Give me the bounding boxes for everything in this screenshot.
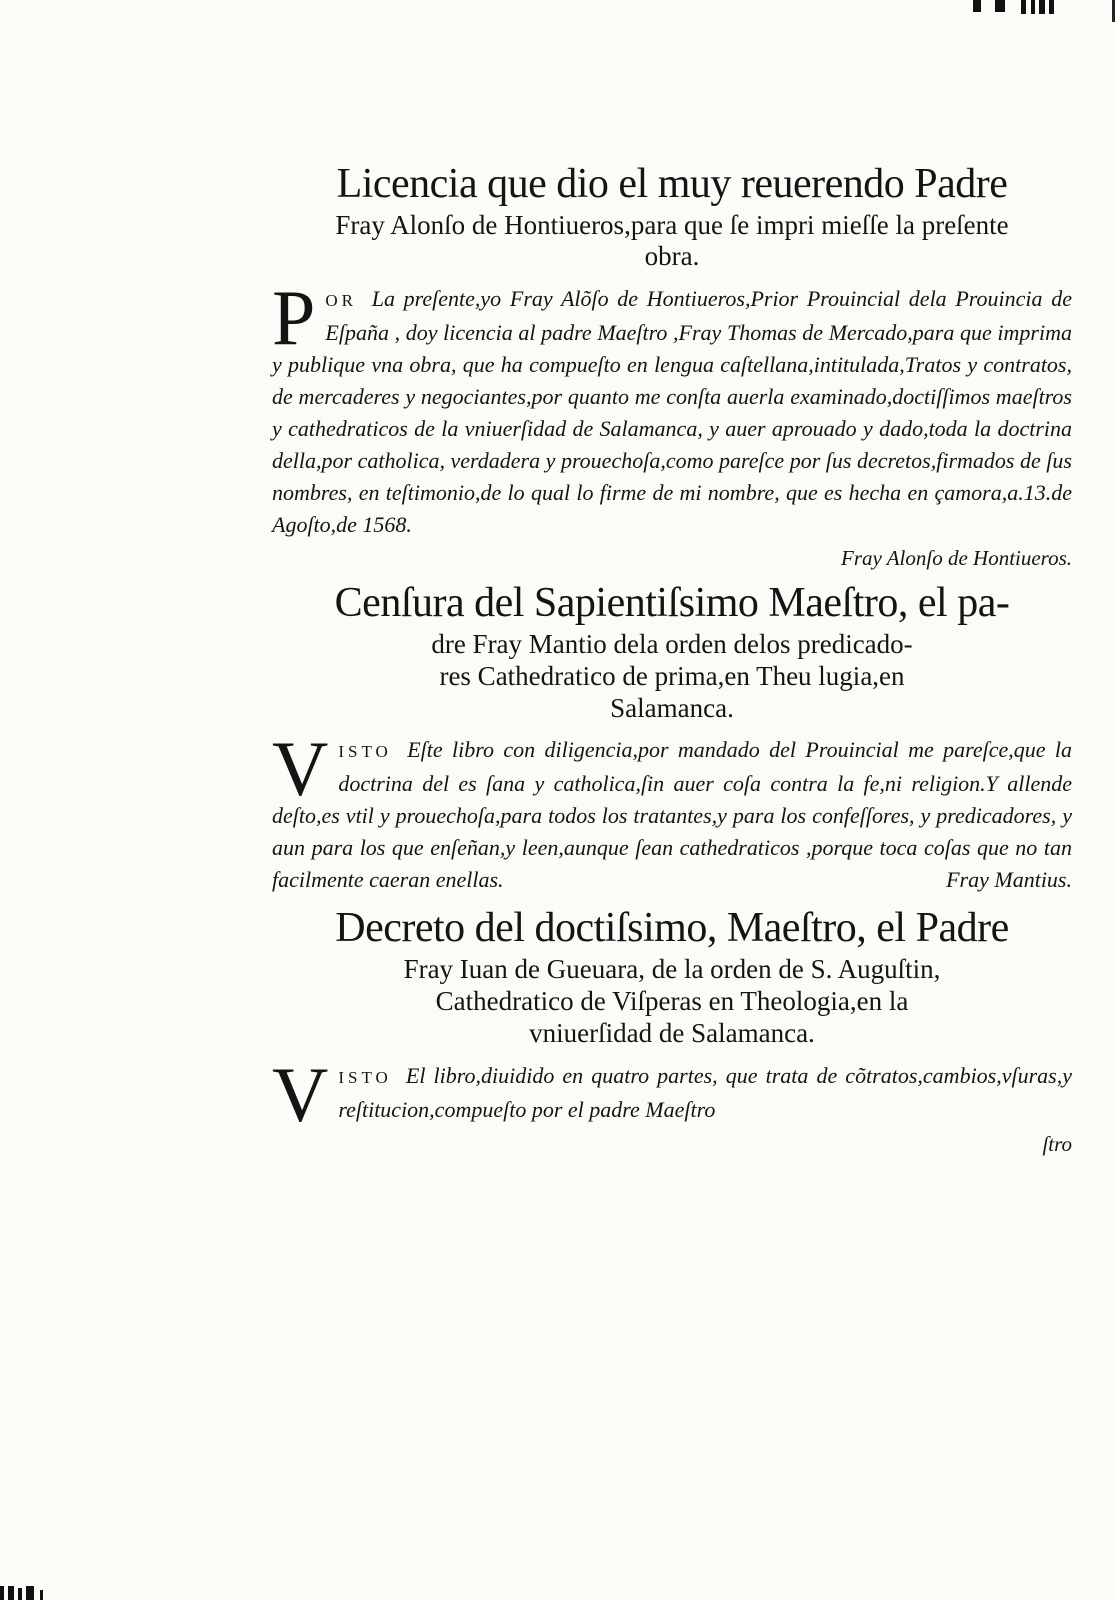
scan-edge-bottom <box>0 1584 1115 1600</box>
license-heading-sub: Fray Alonſo de Hontiueros,para que ſe impri mieſſe la preſente obra. <box>335 209 1009 272</box>
lead-word: ISTO <box>338 742 392 762</box>
dropcap-v: V <box>272 1050 329 1138</box>
license-signature: Fray Alonſo de Hontiueros. <box>841 546 1072 571</box>
document-body <box>272 150 1072 1157</box>
dropcap-p: P <box>272 274 316 362</box>
catchword: ſtro <box>1042 1131 1072 1156</box>
license-text <box>272 274 1073 541</box>
decree-heading-main: Decreto del doctiſsimo, Maeſtro, el Padre <box>335 905 1009 952</box>
license-body: La preſente,yo Fray Alõſo de Hontiueros,Prior Prouincial dela Prouincia de Eſpaña , doy licencia al padre Maeſtro ,Fray Thomas de Mercado,para que imprima y publique vna obra, que ha compueſto en lengua caſtellana,intitulada,Tratos y contratos, de mercaderes y negociantes,por quanto me conſta auerla examinado,doctiſſimos maeſtros y cathedraticos de la vniuerſidad de Salamanca, y auer aprouado y dado,toda la doctrina della,por catholica, verdadera y prouechoſa,como pareſce por ſus decretos,firmados de ſus nombres, en teſtimonio,de lo qual lo firme de mi nombre, que es hecha en çamora,a.13.de Agoſto,de 1568. <box>272 286 1073 538</box>
decree-heading-sub: Fray Iuan de Gueuara, de la orden de S. Auguſtin, Cathedratico de Viſperas en Theologia,en la vniuerſidad de Salamanca. <box>403 953 941 1048</box>
censure-text <box>272 725 1072 896</box>
license-heading <box>272 160 1072 273</box>
censure-heading-sub: dre Fray Mantio dela orden delos predicado- res Cathedratico de prima,en Theu lugia,en Salamanca. <box>431 628 913 723</box>
license-heading-main: Licencia que dio el muy reuerendo Padre <box>336 161 1008 207</box>
lead-word: OR <box>325 291 358 311</box>
censure-heading <box>272 579 1072 724</box>
dropcap-v: V <box>272 725 329 813</box>
lead-word: ISTO <box>338 1067 392 1087</box>
decree-section <box>272 904 1072 1156</box>
license-section <box>272 160 1072 573</box>
scan-edge-top <box>973 0 1093 14</box>
decree-body: El libro,diuidido en quatro partes, que trata de cõtratos,cambios,vſuras,y reſtitucion,compueſto por el padre Maeſtro <box>338 1062 1073 1122</box>
decree-text <box>272 1050 1073 1138</box>
censure-heading-main: Cenſura del Sapientiſsimo Maeſtro, el pa- <box>334 580 1010 627</box>
decree-heading <box>272 904 1072 1049</box>
censure-section <box>272 579 1072 896</box>
censure-body: Eſte libro con diligencia,por mandado del Prouincial me pareſce,que la doctrina del es ſana y catholica,ſin auer coſa contra la fe,ni religion.Y allende deſto,es vtil y prouechoſa,para todos los tratantes,y para los confeſſores, y predicadores, y aun para los que enſeñan,y leen,aunque ſean cathedraticos ,porque toca coſas que no tan facilmente caeran enellas. <box>272 737 1072 893</box>
censure-signature: Fray Mantius. <box>946 867 1072 893</box>
